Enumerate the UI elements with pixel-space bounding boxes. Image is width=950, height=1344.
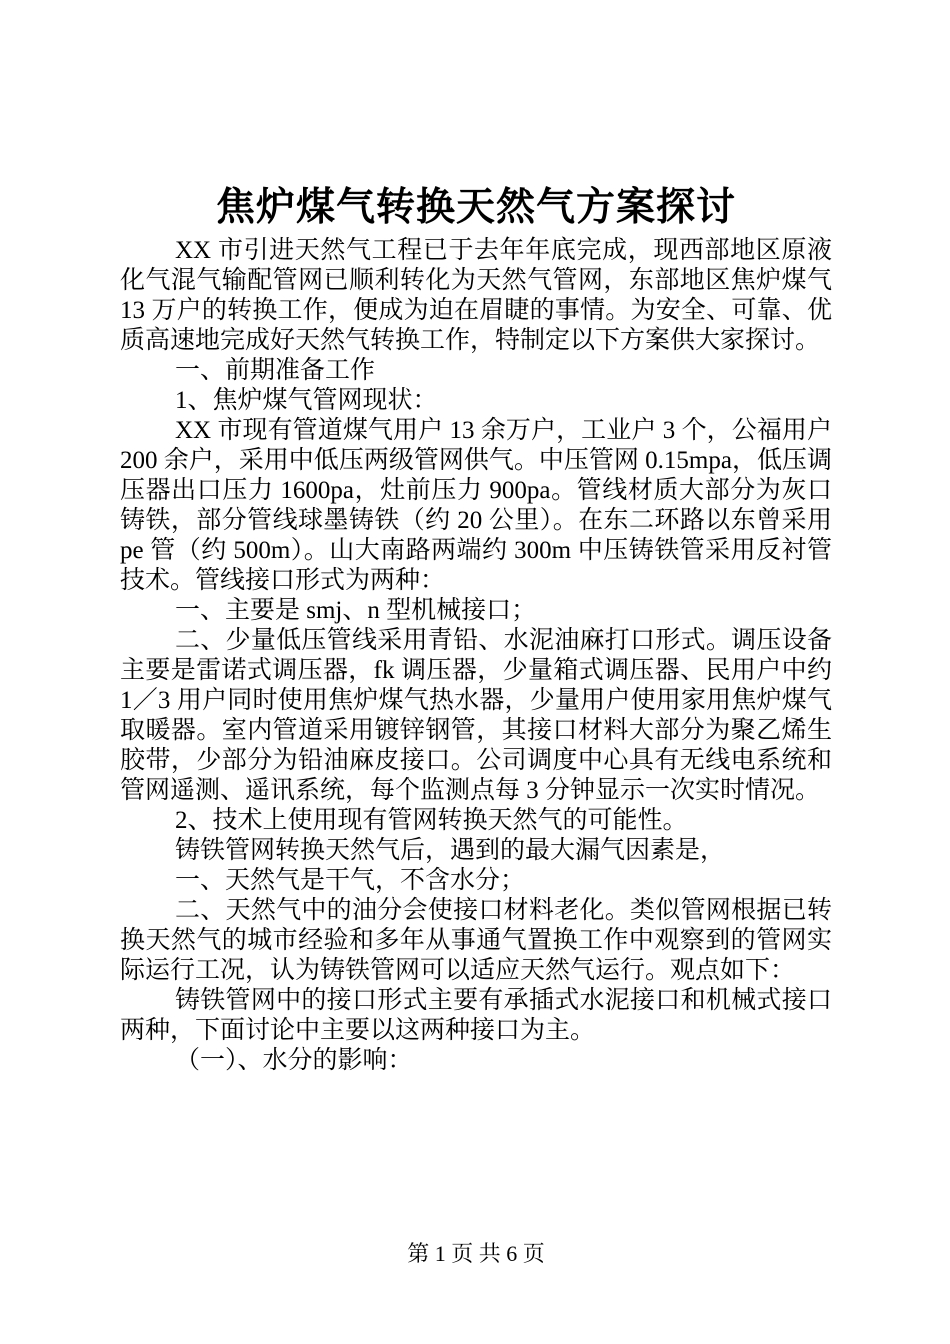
- paragraph-leak-factors-lead: 铸铁管网转换天然气后，遇到的最大漏气因素是，: [175, 837, 726, 864]
- heading-subsection-1-2: 2、技术上使用现有管网转换天然气的可能性。: [175, 807, 688, 834]
- page-number-footer: 第 1 页 共 6 页: [407, 1241, 545, 1266]
- paragraph-joint-forms: 铸铁管网中的接口形式主要有承插式水泥接口和机械式接口两种，下面讨论中主要以这两种接口为主。: [120, 987, 832, 1044]
- document-title: 焦炉煤气转换天然气方案探讨: [215, 186, 736, 229]
- paragraph-leak-factor-2: 二、天然气中的油分会使接口材料老化。类似管网根据已转换天然气的城市经验和多年从事通气置换工作中观察到的管网实际运行工况，认为铸铁管网可以适应天然气运行。观点如下：: [120, 897, 832, 984]
- heading-section-1: 一、前期准备工作: [175, 357, 376, 384]
- paragraph-joint-type-2: 二、少量低压管线采用青铅、水泥油麻打口形式。调压设备主要是雷诺式调压器，fk 调压器，少量箱式调压器、民用户中约 1／3 用户同时使用焦炉煤气热水器，少量用户使用家用焦炉煤气取暖器。室内管道采用镀锌钢管，其接口材料大部分为聚乙烯生胶带，少部分为铅油麻皮接口。公司调度中心具有无线电系统和管网遥测、遥讯系统，每个监测点每 3 分钟显示一次实时情况。: [120, 627, 832, 804]
- paragraph-leak-factor-1: 一、天然气是干气，不含水分；: [175, 867, 526, 894]
- paragraph-joint-type-1: 一、主要是 smj、n 型机械接口；: [175, 597, 537, 624]
- paragraph-intro: XX 市引进天然气工程已于去年年底完成，现西部地区原液化气混气输配管网已顺利转化为天然气管网，东部地区焦炉煤气 13 万户的转换工作，便成为迫在眉睫的事情。为安全、可靠、优质高速地完成好天然气转换工作，特制定以下方案供大家探讨。: [120, 237, 832, 354]
- heading-water-influence: （一）、水分的影响：: [175, 1047, 413, 1074]
- paragraph-network-status: XX 市现有管道煤气用户 13 余万户，工业户 3 个，公福用户 200 余户，采用中低压两级管网供气。中压管网 0.15mpa，低压调压器出口压力 1600pa，灶前压力 900pa。管线材质大部分为灰口铸铁，部分管线球墨铸铁（约 20 公里）。在东二环路以东曾采用 pe 管（约 500m）。山大南路两端约 300m 中压铸铁管采用反衬管技术。管线接口形式为两种：: [120, 417, 832, 594]
- heading-subsection-1-1: 1、焦炉煤气管网现状：: [175, 387, 438, 414]
- document-body: [120, 180, 832, 1076]
